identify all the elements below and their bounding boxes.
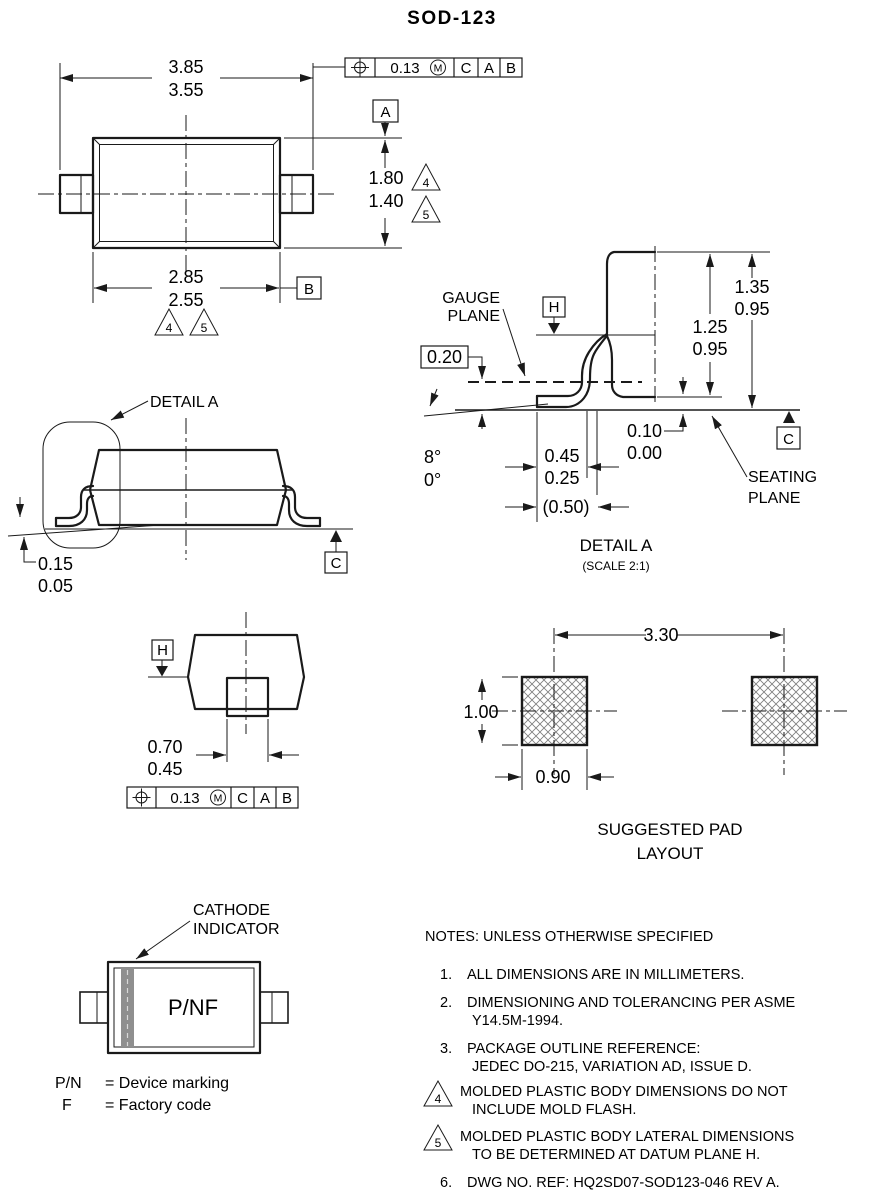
feature-control-frame-top [313, 58, 522, 77]
fcf-datum-1: C [237, 790, 248, 807]
pad-layout [463, 625, 847, 863]
svg-text:0.20: 0.20 [426, 347, 463, 367]
datum-h-flag [152, 640, 173, 677]
dim-lead-ref: (0.50) [542, 497, 590, 517]
svg-text:H: H [548, 299, 560, 316]
svg-text:M: M [433, 62, 443, 75]
note-1-number: 1. [440, 967, 453, 983]
note-3-text-1: PACKAGE OUTLINE REFERENCE: [467, 1041, 701, 1057]
cathode-indicator-label-2: INDICATOR [193, 921, 280, 938]
note-5-text-1: MOLDED PLASTIC BODY LATERAL DIMENSIONS [460, 1129, 795, 1145]
note-flag-4 [424, 1081, 452, 1106]
note-6-text: DWG NO. REF: HQ2SD07-SOD123-046 REV A. [467, 1175, 780, 1191]
cathode-indicator-label-1: CATHODE [193, 902, 271, 919]
left-lead [56, 486, 93, 526]
detail-a-view [421, 246, 817, 573]
datum-h-flag [543, 297, 565, 334]
svg-text:B: B [303, 281, 315, 298]
dim-total-width-max: 3.85 [168, 57, 204, 77]
detail-a-scale: (SCALE 2:1) [582, 559, 650, 573]
note-flag-5 [412, 196, 440, 222]
side-view [8, 394, 353, 596]
dim-leader [664, 414, 683, 431]
gauge-plane-label-1: GAUGE [442, 290, 500, 307]
dim-pitch: 3.30 [643, 625, 679, 645]
notes-section [424, 929, 796, 1191]
svg-text:4: 4 [165, 321, 173, 335]
dim-overall-height-max: 1.35 [734, 277, 770, 297]
seating-plane-leader [712, 416, 747, 477]
dim-height-max: 1.80 [368, 168, 404, 188]
note-4-text-2: INCLUDE MOLD FLASH. [472, 1102, 637, 1118]
note-flag-4 [412, 164, 440, 190]
feature-control-frame-bottom [127, 787, 298, 808]
gauge-plane-leader [503, 309, 525, 376]
note-3-text-2: JEDEC DO-215, VARIATION AD, ISSUE D. [472, 1059, 752, 1075]
dim-foot-min: 0.25 [544, 468, 580, 488]
svg-text:H: H [157, 642, 168, 659]
marking-view [55, 902, 288, 1114]
detail-a-leader [111, 401, 148, 420]
fcf-datum-2: A [259, 790, 271, 807]
detail-a-callout-label: DETAIL A [150, 394, 219, 411]
position-tolerance-icon [351, 59, 369, 77]
svg-text:C: C [330, 555, 342, 572]
dim-overall-height-min: 0.95 [734, 299, 770, 319]
foot-plane-tilted-line [8, 525, 160, 536]
svg-text:5: 5 [434, 1136, 442, 1150]
datum-b-flag [297, 277, 321, 299]
pad-layout-title-1: SUGGESTED PAD [597, 820, 743, 839]
datum-c-flag [325, 530, 347, 573]
note-2-text-2: Y14.5M-1994. [472, 1013, 564, 1029]
note-1-text: ALL DIMENSIONS ARE IN MILLIMETERS. [467, 967, 745, 983]
seating-plane-label-1: SEATING [748, 469, 818, 486]
datum-a-flag [373, 100, 398, 136]
page-title: SOD-123 [407, 8, 497, 29]
fcf-datum-3: B [505, 60, 517, 77]
note-4-text-1: MOLDED PLASTIC BODY DIMENSIONS DO NOT [460, 1084, 788, 1100]
dim-height-min: 1.40 [368, 191, 404, 211]
lead-outline [227, 678, 268, 716]
svg-text:4: 4 [434, 1092, 442, 1106]
note-flag-5 [424, 1125, 452, 1150]
mmc-modifier-icon [211, 790, 226, 805]
dim-coplanarity-max: 0.15 [38, 554, 74, 574]
svg-text:M: M [213, 792, 223, 805]
body-lower-outline [607, 336, 655, 397]
note-3-number: 3. [440, 1041, 453, 1057]
dim-pad-width: 0.90 [535, 767, 571, 787]
legend-key-1: P/N [55, 1075, 82, 1092]
dim-pad-height: 1.00 [463, 702, 499, 722]
body-outline [90, 450, 286, 525]
dim-lead-width-min: 0.45 [147, 759, 183, 779]
datum-c-flag [777, 411, 800, 449]
right-lead [283, 486, 320, 526]
fcf-datum-3: B [281, 790, 293, 807]
note-flag-5 [190, 309, 218, 335]
notes-header: NOTES: UNLESS OTHERWISE SPECIFIED [425, 929, 714, 945]
dim-leader [24, 554, 36, 562]
dim-standoff-min: 0.00 [626, 443, 662, 463]
pad-layout-title-2: LAYOUT [636, 844, 704, 863]
dim-lead-width-max: 0.70 [147, 737, 183, 757]
gauge-offset-dim [421, 346, 482, 379]
note-5-text-2: TO BE DETERMINED AT DATUM PLANE H. [472, 1147, 761, 1163]
svg-text:C: C [783, 431, 794, 448]
dim-standoff-max: 0.10 [626, 421, 662, 441]
body-outline [607, 252, 655, 333]
end-view [127, 612, 304, 808]
angle-max: 8° [424, 447, 442, 467]
fcf-datum-1: C [460, 60, 472, 77]
note-2-number: 2. [440, 995, 453, 1011]
legend-value-2: = Factory code [105, 1097, 212, 1114]
position-tolerance-icon [133, 789, 151, 807]
dim-body-height-min: 0.95 [692, 339, 728, 359]
dim-body-width-min: 2.55 [168, 290, 204, 310]
svg-text:5: 5 [200, 321, 208, 335]
mmc-modifier-icon [431, 60, 446, 75]
cathode-leader [136, 921, 190, 959]
svg-text:5: 5 [422, 208, 430, 222]
detail-a-title: DETAIL A [579, 536, 653, 555]
angle-arrow [430, 389, 437, 406]
note-2-text-1: DIMENSIONING AND TOLERANCING PER ASME [467, 995, 796, 1011]
note-flag-4 [155, 309, 183, 335]
left-tab [80, 992, 108, 1023]
legend-key-2: F [62, 1097, 72, 1114]
device-marking-text: P/NF [167, 995, 219, 1020]
fcf-datum-2: A [483, 60, 495, 77]
svg-text:4: 4 [422, 176, 430, 190]
note-6-number: 6. [440, 1175, 453, 1191]
dim-coplanarity-min: 0.05 [38, 576, 74, 596]
dim-foot-max: 0.45 [544, 446, 580, 466]
dim-body-height-max: 1.25 [692, 317, 728, 337]
right-tab [260, 992, 288, 1023]
dim-body-width-max: 2.85 [168, 267, 204, 287]
dim-total-width-min: 3.55 [168, 80, 204, 100]
legend-value-1: = Device marking [105, 1075, 230, 1092]
gauge-plane-label-2: PLANE [447, 308, 500, 325]
angle-min: 0° [424, 470, 442, 490]
svg-text:A: A [380, 104, 391, 121]
seating-plane-label-2: PLANE [748, 490, 801, 507]
fcf-tolerance: 0.13 [170, 790, 200, 807]
lead-outer-surface [537, 334, 607, 396]
fcf-tolerance: 0.13 [390, 60, 420, 77]
